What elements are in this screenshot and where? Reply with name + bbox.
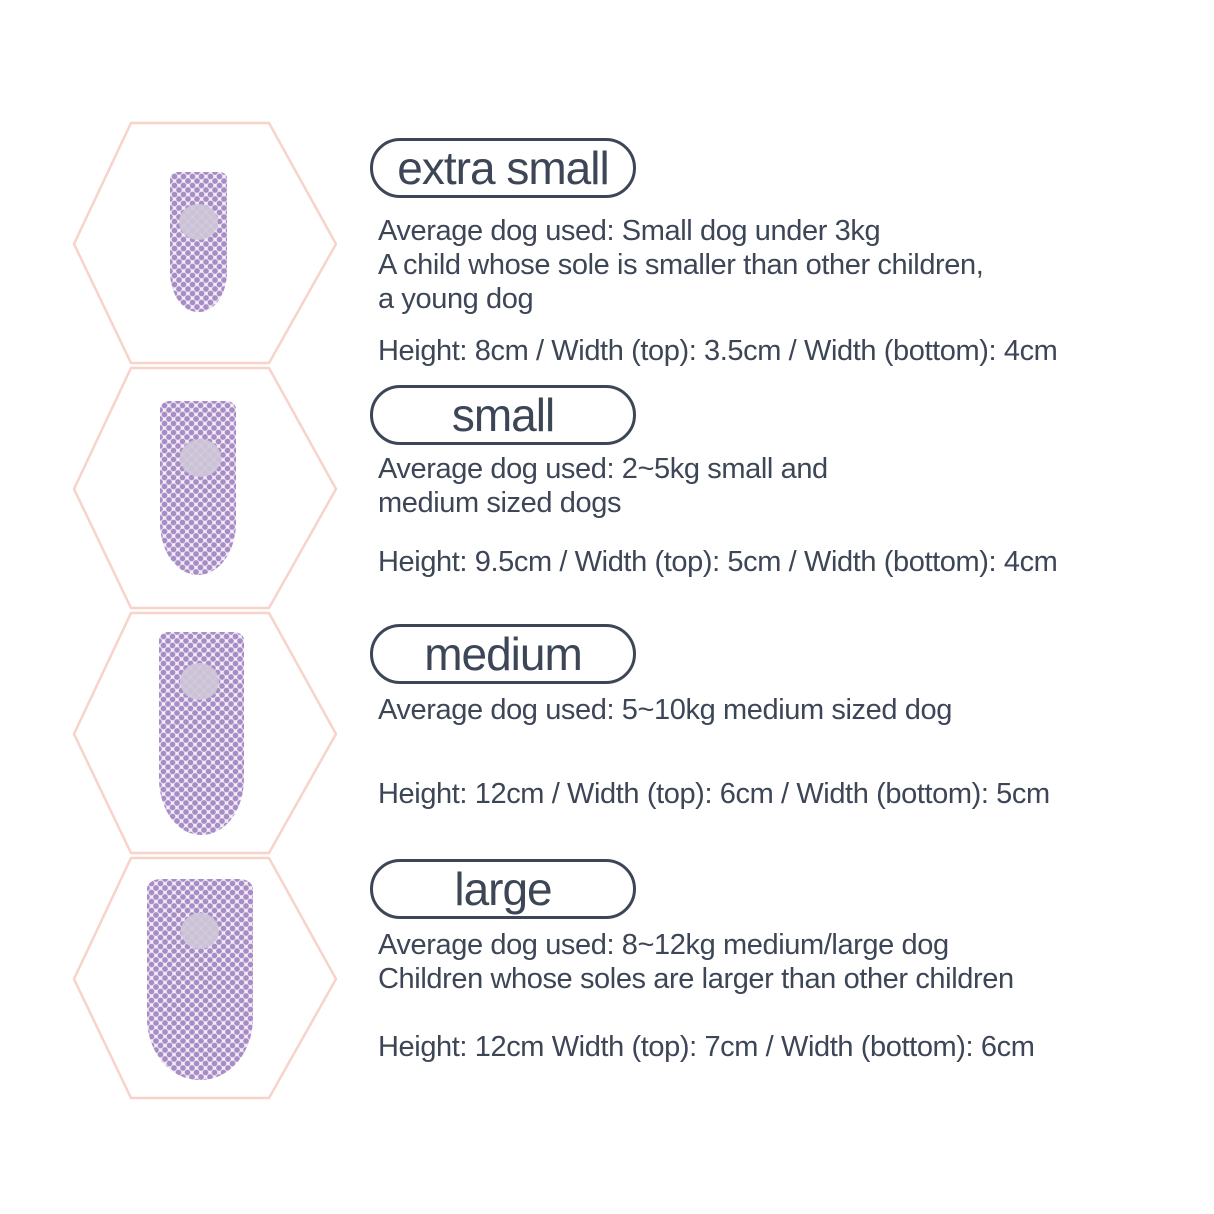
size-description-large: [378, 928, 1014, 996]
velcro-dot: [180, 663, 219, 700]
size-pill-small: [370, 385, 636, 445]
description-line: Average dog used: Small dog under 3kg: [378, 215, 881, 247]
description-line: medium sized dogs: [378, 487, 622, 519]
sock-graphic-extra-small: [170, 172, 227, 312]
description-line: Average dog used: 8~12kg medium/large dog: [378, 929, 949, 961]
size-pill-label: extra small: [397, 142, 609, 194]
size-pill-label: small: [451, 389, 555, 441]
size-description-extra-small: [378, 214, 983, 316]
size-pill-large: [370, 859, 636, 919]
description-line: Average dog used: 5~10kg medium sized dog: [378, 694, 952, 726]
description-line: Children whose soles are larger than other children: [378, 963, 1014, 995]
velcro-dot: [180, 439, 221, 477]
description-line: A child whose sole is smaller than other children,: [378, 249, 984, 281]
velcro-dot: [179, 204, 218, 240]
size-pill-label: large: [454, 863, 552, 915]
description-line: a young dog: [378, 283, 534, 315]
size-description-small: [378, 452, 828, 520]
velcro-dot: [181, 913, 219, 949]
size-description-medium: [378, 693, 952, 727]
size-pill-extra-small: [370, 138, 636, 198]
size-pill-label: medium: [424, 628, 582, 680]
size-dimensions-extra-small: Height: 8cm / Width (top): 3.5cm / Width (bottom): 4cm: [378, 335, 1058, 367]
sock-graphic-large: [147, 879, 253, 1080]
sock-graphic-medium: [159, 632, 244, 835]
size-dimensions-large: Height: 12cm Width (top): 7cm / Width (bottom): 6cm: [378, 1031, 1035, 1063]
size-dimensions-small: Height: 9.5cm / Width (top): 5cm / Width (bottom): 4cm: [378, 546, 1058, 578]
size-pill-medium: [370, 624, 636, 684]
sock-graphic-small: [160, 401, 236, 575]
description-line: Average dog used: 2~5kg small and: [378, 453, 828, 485]
size-dimensions-medium: Height: 12cm / Width (top): 6cm / Width (bottom): 5cm: [378, 778, 1050, 810]
